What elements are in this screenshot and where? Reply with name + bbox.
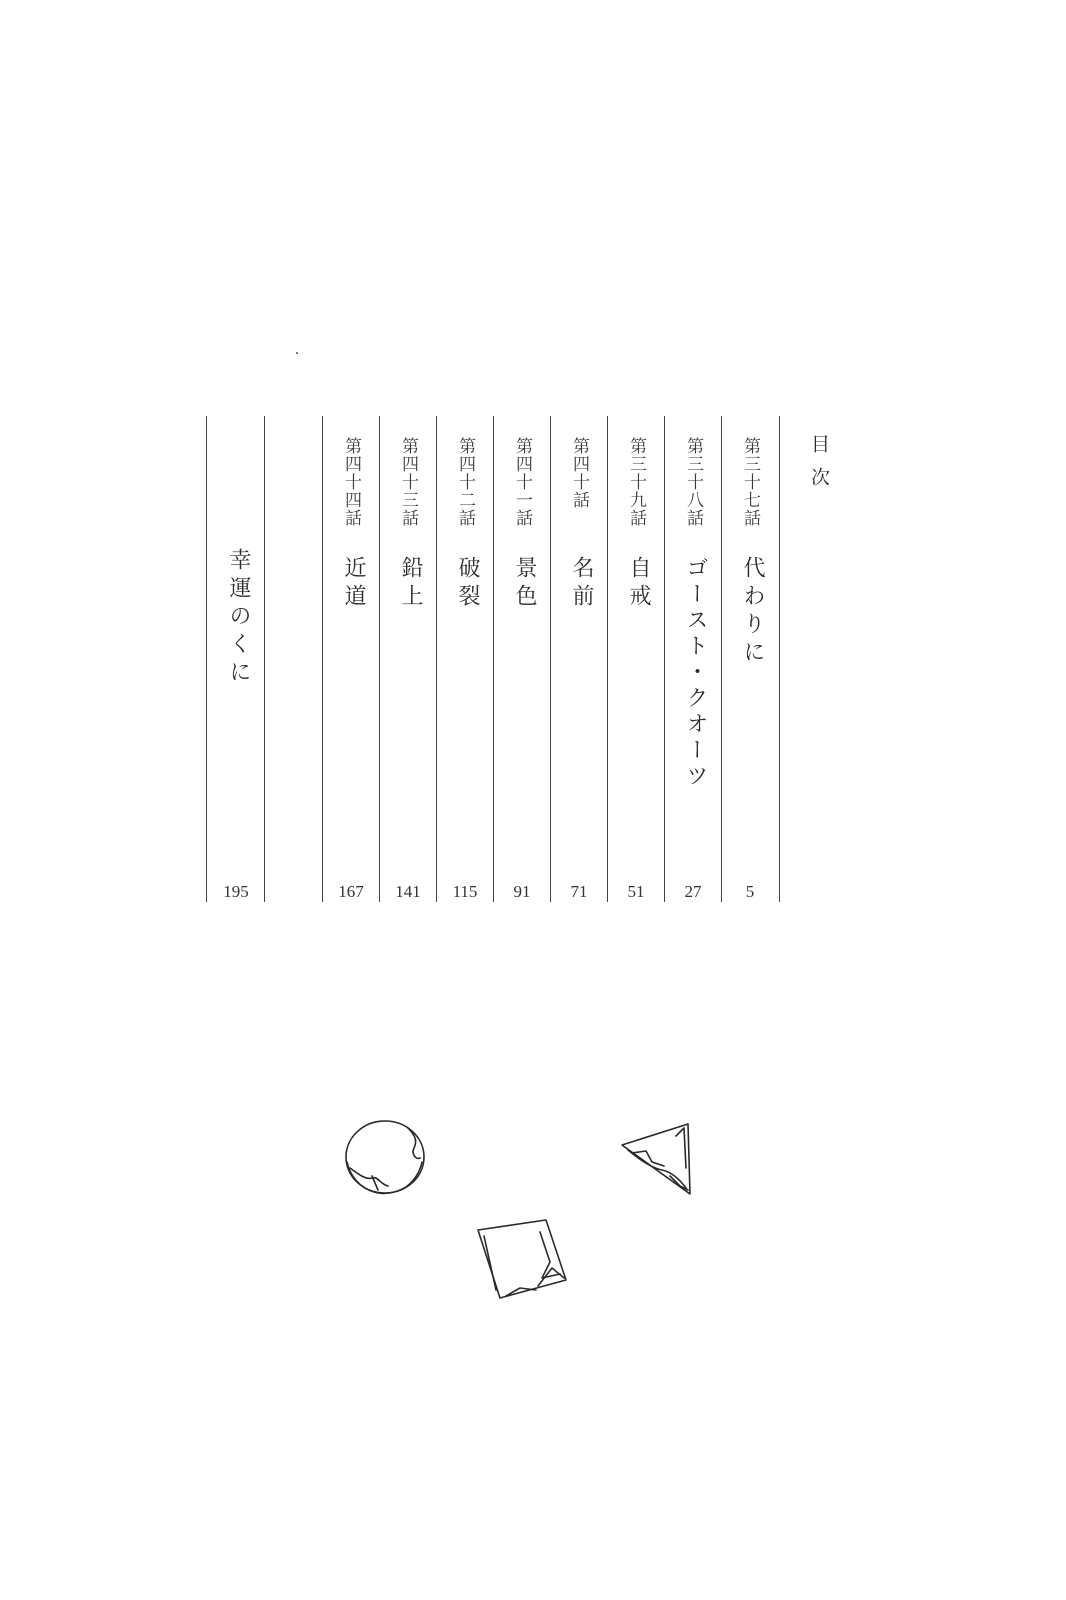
chapter-title: 景色 xyxy=(512,556,537,612)
chapter-page: 141 xyxy=(395,882,421,901)
chapter-number: 第四十話 xyxy=(569,437,589,509)
chapter-title: 自戒 xyxy=(626,556,651,612)
chapter-number: 第四十一話 xyxy=(512,437,532,527)
chapter-title: ゴースト・クオーツ xyxy=(683,556,708,790)
chapter-page: 27 xyxy=(684,882,702,901)
chapter-title: 近道 xyxy=(341,556,366,612)
chapter-page: 51 xyxy=(627,882,645,901)
square-gem-icon xyxy=(478,1220,566,1298)
chapter-number: 第三十七話 xyxy=(740,437,760,527)
chapter-page: 115 xyxy=(452,882,478,901)
triangle-gem-icon xyxy=(622,1124,690,1194)
toc-heading: 目次 xyxy=(808,434,830,500)
chapter-page: 91 xyxy=(513,882,531,901)
chapter-number: 第三十九話 xyxy=(626,437,646,527)
extra-story-title: 幸運のくに xyxy=(226,548,251,688)
chapter-title: 鉛上 xyxy=(398,556,423,612)
chapter-number: 第三十八話 xyxy=(683,437,703,527)
chapter-title: 破裂 xyxy=(455,556,480,612)
chapter-title: 代わりに xyxy=(740,556,765,668)
chapter-number: 第四十三話 xyxy=(398,437,418,527)
chapter-page: 71 xyxy=(570,882,588,901)
chapter-number: 第四十四話 xyxy=(341,437,361,527)
extra-story-page: 195 xyxy=(223,882,249,901)
chapter-page: 167 xyxy=(338,882,364,901)
chapter-title: 名前 xyxy=(569,556,594,612)
chapter-page: 5 xyxy=(745,882,755,901)
chapter-number: 第四十二話 xyxy=(455,437,475,527)
circle-gem-icon xyxy=(346,1121,424,1193)
